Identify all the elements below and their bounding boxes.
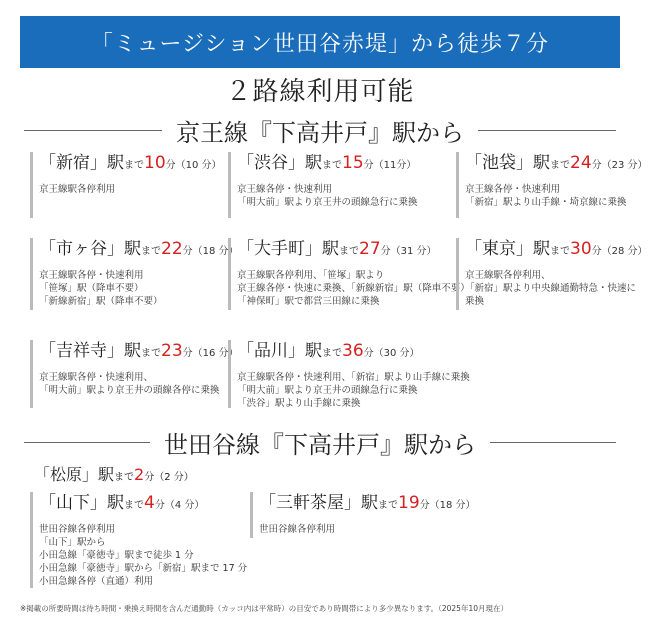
route-desc: 「新宿」駅より山手線・埼京線に乗換 [465,197,627,208]
route-desc: 「明大前」駅より京王井の頭線急行に乗換 [237,197,418,208]
route-card-shinagawa [228,340,528,408]
keio-line-heading [24,114,616,146]
route-card-shinjuku [30,152,222,218]
route-desc: 京王線駅各停利用 [39,184,116,195]
divider [478,130,616,131]
route-desc: 乗換 [465,296,485,307]
minutes: 2 [134,465,145,484]
route-card-tokyo [456,238,648,310]
usual-minutes: （18 分） [192,246,239,257]
route-desc: 「渋谷」駅より山手線に乗換 [237,398,361,409]
route-desc: 「笹塚」駅（降車不要） [39,283,144,294]
unit: 分 [154,500,165,511]
route-desc: 「新宿」駅より中央線通勤特急・快速に [465,283,637,294]
usual-minutes: （10 分） [175,160,222,171]
usual-minutes: （4 分） [164,500,205,511]
unit: 分 [363,348,374,359]
route-desc: 京王線各停・快速利用 [465,184,561,195]
unit: 分 [165,160,176,171]
unit: 分 [419,500,430,511]
setagaya-line-heading [24,426,616,458]
route-card-yamashita [30,492,248,588]
made-label: まで [141,246,161,257]
footnote: ※掲載の所要時間は待ち時間・乗換え時間を含んだ通勤時（カッコ内は平常時）の目安であり時間帯により多少異なります。（2025年10月現在） [20,604,508,613]
route-desc: 京王線駅各停・快速利用 [39,270,144,281]
availability-heading: ２路線利用可能 [225,77,415,107]
station-name: 「池袋」駅 [465,153,550,173]
route-desc: 「山下」駅から [39,537,106,548]
usual-minutes: （28 分） [601,246,648,257]
made-label: まで [322,160,342,171]
route-card-shibuya [228,152,446,218]
minutes: 23 [161,341,183,361]
divider [24,130,162,131]
minutes: 10 [144,153,166,173]
station-name: 「松原」駅 [34,465,115,484]
route-desc: 京王線駅各停・快速利用、「新宿」駅より山手線に乗換 [237,372,470,383]
minutes: 30 [570,239,592,259]
route-card-ichigaya [30,238,239,310]
usual-minutes: （31 分） [390,246,437,257]
station-name: 「渋谷」駅 [237,153,322,173]
minutes: 22 [161,239,183,259]
station-name: 「新宿」駅 [39,153,124,173]
usual-minutes: （16 分） [192,348,239,359]
made-label: まで [114,472,135,483]
route-desc: 「明大前」駅より京王井の頭線各停に乗換 [39,385,220,396]
minutes: 36 [342,341,364,361]
keio-heading-text: 京王線『下高井戸』駅から [176,118,464,147]
route-matsubara [34,462,194,485]
usual-minutes: （30 分） [373,348,420,359]
route-card-kichijoji [30,340,239,408]
route-desc: 小田急線「豪徳寺」駅まで徒歩 1 分 [39,550,194,561]
made-label: まで [322,348,342,359]
route-desc: 京王線駅各停利用、「笹塚」駅より [237,270,385,281]
station-name: 「三軒茶屋」駅 [259,493,378,513]
made-label: まで [124,500,144,511]
minutes: 24 [570,153,592,173]
made-label: まで [141,348,161,359]
usual-minutes: （23 分） [601,160,648,171]
route-desc: 京王線駅各停・快速利用、 [39,372,154,383]
route-desc: 世田谷線各停利用 [39,524,116,535]
route-desc: 「神保町」駅で都営三田線に乗換 [237,296,380,307]
route-desc: 京王線各停・快速利用 [237,184,333,195]
made-label: まで [124,160,144,171]
made-label: まで [378,500,398,511]
minutes: 15 [342,153,364,173]
route-card-sangenjaya [250,492,476,538]
unit: 分 [182,246,193,257]
unit: 分 [144,472,155,483]
usual-minutes: （11分） [373,160,417,171]
minutes: 27 [359,239,381,259]
station-name: 「吉祥寺」駅 [39,341,141,361]
made-label: まで [550,246,570,257]
made-label: まで [339,246,359,257]
station-name: 「山下」駅 [39,493,124,513]
route-desc: 小田急線「豪徳寺」駅から「新宿」駅まで 17 分 [39,563,248,574]
unit: 分 [591,160,602,171]
made-label: まで [550,160,570,171]
station-name: 「東京」駅 [465,239,550,259]
unit: 分 [182,348,193,359]
unit: 分 [591,246,602,257]
station-name: 「市ヶ谷」駅 [39,239,141,259]
route-desc: 小田急線各停（直通）利用 [39,576,154,587]
unit: 分 [380,246,391,257]
usual-minutes: （18 分） [429,500,476,511]
route-desc: 「新線新宿」駅（降車不要） [39,296,163,307]
route-card-ikebukuro [456,152,648,218]
minutes: 4 [144,493,155,513]
station-name: 「品川」駅 [237,341,322,361]
route-desc: 「明大前」駅より京王井の頭線急行に乗換 [237,385,418,396]
route-desc: 京王線各停・快速に乗換、「新線新宿」駅（降車不要） [237,283,470,294]
station-name: 「大手町」駅 [237,239,339,259]
usual-minutes: （2 分） [154,472,194,483]
divider [490,442,616,443]
route-card-otemachi [228,238,470,310]
route-desc: 世田谷線各停利用 [259,524,336,535]
route-desc: 京王線駅各停利用、 [465,270,551,281]
title-banner: 「ミュージション世田谷赤堤」から徒歩７分 [20,16,620,68]
setagaya-heading-text: 世田谷線『下高井戸』駅から [164,430,476,459]
unit: 分 [363,160,374,171]
divider [24,442,150,443]
minutes: 19 [398,493,420,513]
